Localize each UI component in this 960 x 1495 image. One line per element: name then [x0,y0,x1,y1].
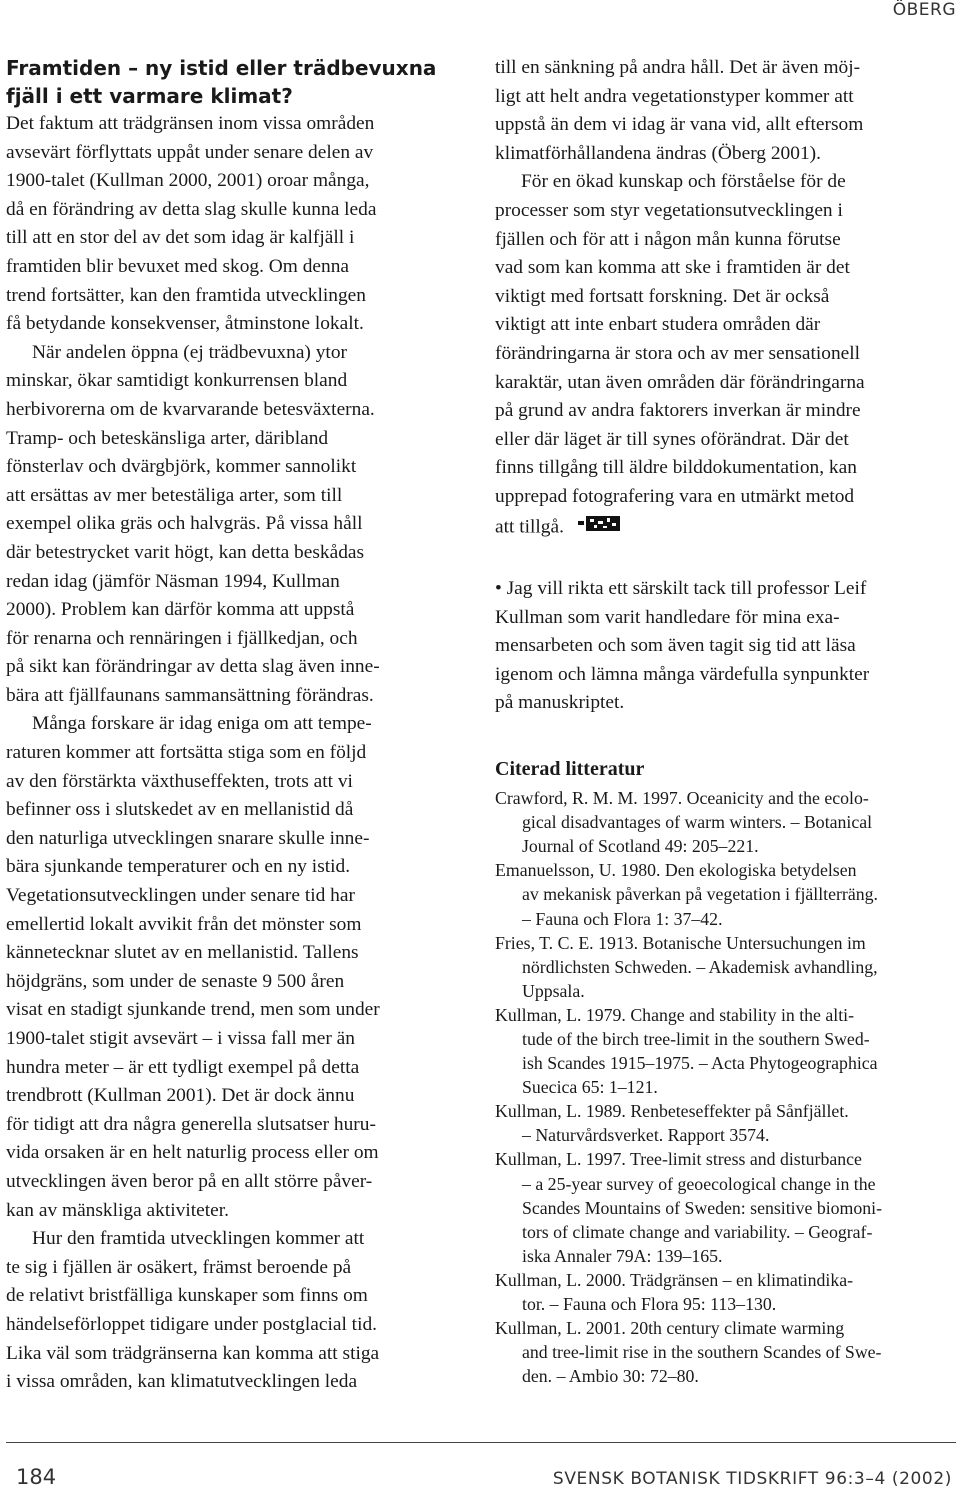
text-line: 1900-talet stigit avsevärt – i vissa fall mer än [6,1028,355,1049]
text-line: förändringarna är stora och av mer sensationell [495,342,861,364]
text-line: trend fortsätter, kan den framtida utvecklingen [6,284,366,306]
body-paragraph [495,168,957,543]
reference-entry [495,931,957,1003]
reference-line: Kullman, L. 1979. Change and stability in the alti- [495,1004,855,1025]
text-line: i vissa områden, kan klimatutvecklingen leda [6,1371,358,1393]
text-line: händelseförloppet tidigare under postglacial tid. [6,1313,377,1335]
body-paragraph [495,54,957,168]
text-line: eller där läget är till synes oförändrat. Där det [495,428,849,450]
text-line: av den förstärkta växthuseffekten, trots att vi [6,770,353,792]
acknowledgement-line: mensarbeten och som även tagit sig tid att läsa [495,635,856,657]
text-line: för renarna och rennäringen i fjällkedjan, och [6,627,358,649]
acknowledgement [495,575,957,718]
reference-line: Kullman, L. 2000. Trädgränsen – en klimatindika- [495,1269,854,1290]
text-line: de relativt bristfälliga kunskaper som finns om [6,1285,368,1307]
reference-line: Kullman, L. 1989. Renbeteseffekter på Sånfjället. [495,1101,849,1122]
text-line: herbivorerna om de kvarvarande betesväxterna. [6,398,375,420]
text-line: avsevärt förflyttats uppåt under senare delen av [6,141,374,163]
reference-line: av mekanisk påverkan på vegetation i fjällterräng. [522,884,878,905]
reference-line: and tree-limit rise in the southern Scandes of Swe- [522,1342,882,1363]
text-line: När andelen öppna (ej trädbevuxna) ytor [32,341,347,363]
text-line: hundra meter – är ett tydligt exempel på detta [6,1056,360,1078]
reference-entry [495,1316,957,1388]
reference-line: den. – Ambio 30: 72–80. [522,1366,699,1387]
right-column [495,54,957,1388]
text-line: visat en stadigt sjunkande trend, men som under [6,999,380,1021]
reference-list [495,786,957,1388]
text-line: 2000). Problem kan därför komma att uppstå [6,599,355,621]
text-line: minskar, ökar samtidigt konkurrensen bland [6,370,348,392]
text-line: raturen kommer att fortsätta stiga som en följd [6,742,367,764]
reference-entry [495,858,957,930]
text-line: att tillgå. [495,512,957,544]
text-line: processer som styr vegetationsutvecklingen i [495,199,843,221]
reference-line: Fries, T. C. E. 1913. Botanische Untersuchungen im [495,932,866,953]
text-line: För en ökad kunskap och förståelse för de [521,171,846,193]
text-line: befinner oss i slutskedet av en mellanistid då [6,799,354,821]
text-line: till att en stor del av det som idag är kalfjäll i [6,227,355,249]
text-line: viktigt med fortsatt forskning. Det är också [495,285,830,307]
text-line: karaktär, utan även områden där förändringarna [495,371,865,393]
text-line: fönsterlav och dvärgbjörk, kommer sannolikt [6,456,357,478]
reference-line: Journal of Scotland 49: 205–221. [522,836,759,857]
text-line: Tramp- och beteskänsliga arter, däribland [6,427,329,449]
reference-line: nördlichsten Schweden. – Akademisk avhandling, [522,956,878,977]
text-line: 1900-talet (Kullman 2000, 2001) oroar många, [6,170,370,192]
text-line: upprepad fotografering vara en utmärkt metod [495,485,855,507]
journal-footer: SVENSK BOTANISK TIDSKRIFT 96:3–4 (2002) [552,1469,952,1489]
text-line: redan idag (jämför Näsman 1994, Kullman [6,570,340,592]
heading-line: Framtiden – ny istid eller trädbevuxna [6,56,437,80]
text-line: trendbrott (Kullman 2001). Det är dock ännu [6,1085,355,1107]
text-line: te sig i fjällen är osäkert, främst beroende på [6,1256,352,1278]
acknowledgement-line: på manuskriptet. [495,692,625,714]
reference-entry [495,1268,957,1316]
body-paragraph [6,1225,468,1397]
text-line: då en förändring av detta slag skulle kunna leda [6,198,377,220]
left-paragraphs [6,110,468,1397]
text-line: den naturliga utvecklingen snarare skulle inne- [6,827,370,849]
text-line: bära att fjällfaunans sammansättning förändras. [6,684,374,706]
body-paragraph [6,110,468,339]
reference-entry [495,1003,957,1099]
reference-line: Suecica 65: 1–121. [522,1077,658,1098]
body-paragraph [6,710,468,1225]
text-line: Hur den framtida utvecklingen kommer att [32,1228,365,1250]
text-line: där betestrycket varit högt, kan detta beskådas [6,541,365,563]
section-heading [6,54,468,110]
journal-end-mark-icon [576,512,624,544]
text-line: att ersättas av mer betestäliga arter, som till [6,484,343,506]
reference-line: Emanuelsson, U. 1980. Den ekologiska betydelsen [495,860,857,881]
reference-entry [495,1099,957,1147]
text-line: kan av mänskliga aktiviteter. [6,1199,229,1221]
text-line: till en sänkning på andra håll. Det är även möj- [495,57,861,78]
heading-line: fjäll i ett varmare klimat? [6,84,293,108]
text-line: vad som kan komma att ske i framtiden är det [495,257,850,279]
acknowledgement-line: igenom och lämna många värdefulla synpunkter [495,663,870,685]
text-line: klimatförhållandena ändras (Öberg 2001). [495,142,821,164]
text-line: fjällen och för att i någon mån kunna förutse [495,228,841,250]
reference-entry [495,786,957,858]
reference-line: Uppsala. [522,980,585,1001]
text-line: på sikt kan förändringar av detta slag även inne- [6,656,380,678]
reference-line: gical disadvantages of warm winters. – Botanical [522,812,873,833]
text-line: få betydande konsekvenser, åtminstone lokalt. [6,313,364,335]
right-paragraphs [495,54,957,543]
reference-line: – a 25-year survey of geoecological change in the [522,1173,876,1194]
text-line: vida orsaken är en helt naturlig process eller om [6,1142,379,1164]
acknowledgement-line: Kullman som varit handledare för mina exa- [495,606,840,628]
reference-line: ish Scandes 1915–1975. – Acta Phytogeographica [522,1053,878,1074]
reference-line: – Fauna och Flora 1: 37–42. [522,908,723,929]
reference-line: tors of climate change and variability. – Geograf- [522,1221,873,1242]
references-title: Citerad litteratur [495,758,645,781]
running-head: ÖBERG [892,0,956,20]
reference-line: Kullman, L. 1997. Tree-limit stress and disturbance [495,1149,862,1170]
text-line: för tidigt att dra några generella slutsatser huru- [6,1113,376,1135]
reference-entry [495,1147,957,1267]
reference-line: Crawford, R. M. M. 1997. Oceanicity and the ecolo- [495,788,869,809]
text-line: Det faktum att trädgränsen inom vissa områden [6,113,375,134]
text-line: uppstå än dem vi idag är vana vid, allt eftersom [495,114,864,136]
text-line: bära sjunkande temperaturer och en ny istid. [6,856,351,878]
reference-line: Scandes Mountains of Sweden: sensitive biomoni- [522,1197,883,1218]
text-line: höjdgräns, som under de senaste 9 500 åren [6,970,345,992]
text-line: kännetecknar slutet av en mellanistid. Tallens [6,942,359,964]
footer-rule [6,1442,956,1443]
text-line: finns tillgång till äldre bilddokumentation, kan [495,457,857,479]
reference-line: – Naturvårdsverket. Rapport 3574. [522,1125,770,1146]
page-number: 184 [16,1465,57,1489]
reference-line: Kullman, L. 2001. 20th century climate warming [495,1318,845,1339]
text-line: exempel olika gräs och halvgräs. På vissa håll [6,513,363,535]
text-line: viktigt att inte enbart studera områden där [495,314,821,336]
reference-line: iska Annaler 79A: 139–165. [522,1245,723,1266]
acknowledgement-line: • Jag vill rikta ett särskilt tack till professor Leif [495,578,867,600]
text-line: framtiden blir bevuxet med skog. Om denna [6,255,350,277]
text-line: Många forskare är idag eniga om att tempe- [32,713,372,735]
text-line: ligt att helt andra vegetationstyper kommer att [495,85,854,107]
text-line: på grund av andra faktorers inverkan är mindre [495,400,861,422]
left-column [6,54,468,1397]
reference-line: tude of the birch tree-limit in the southern Swed- [522,1029,870,1049]
reference-line: tor. – Fauna och Flora 95: 113–130. [522,1294,777,1315]
text-line: emellertid lokalt avvikit från det mönster som [6,913,362,935]
text-line: Lika väl som trädgränserna kan komma att stiga [6,1342,380,1364]
text-line: Vegetationsutvecklingen under senare tid har [6,885,355,907]
text-line: utvecklingen även beror på en allt större påver- [6,1170,373,1192]
body-paragraph [6,339,468,711]
